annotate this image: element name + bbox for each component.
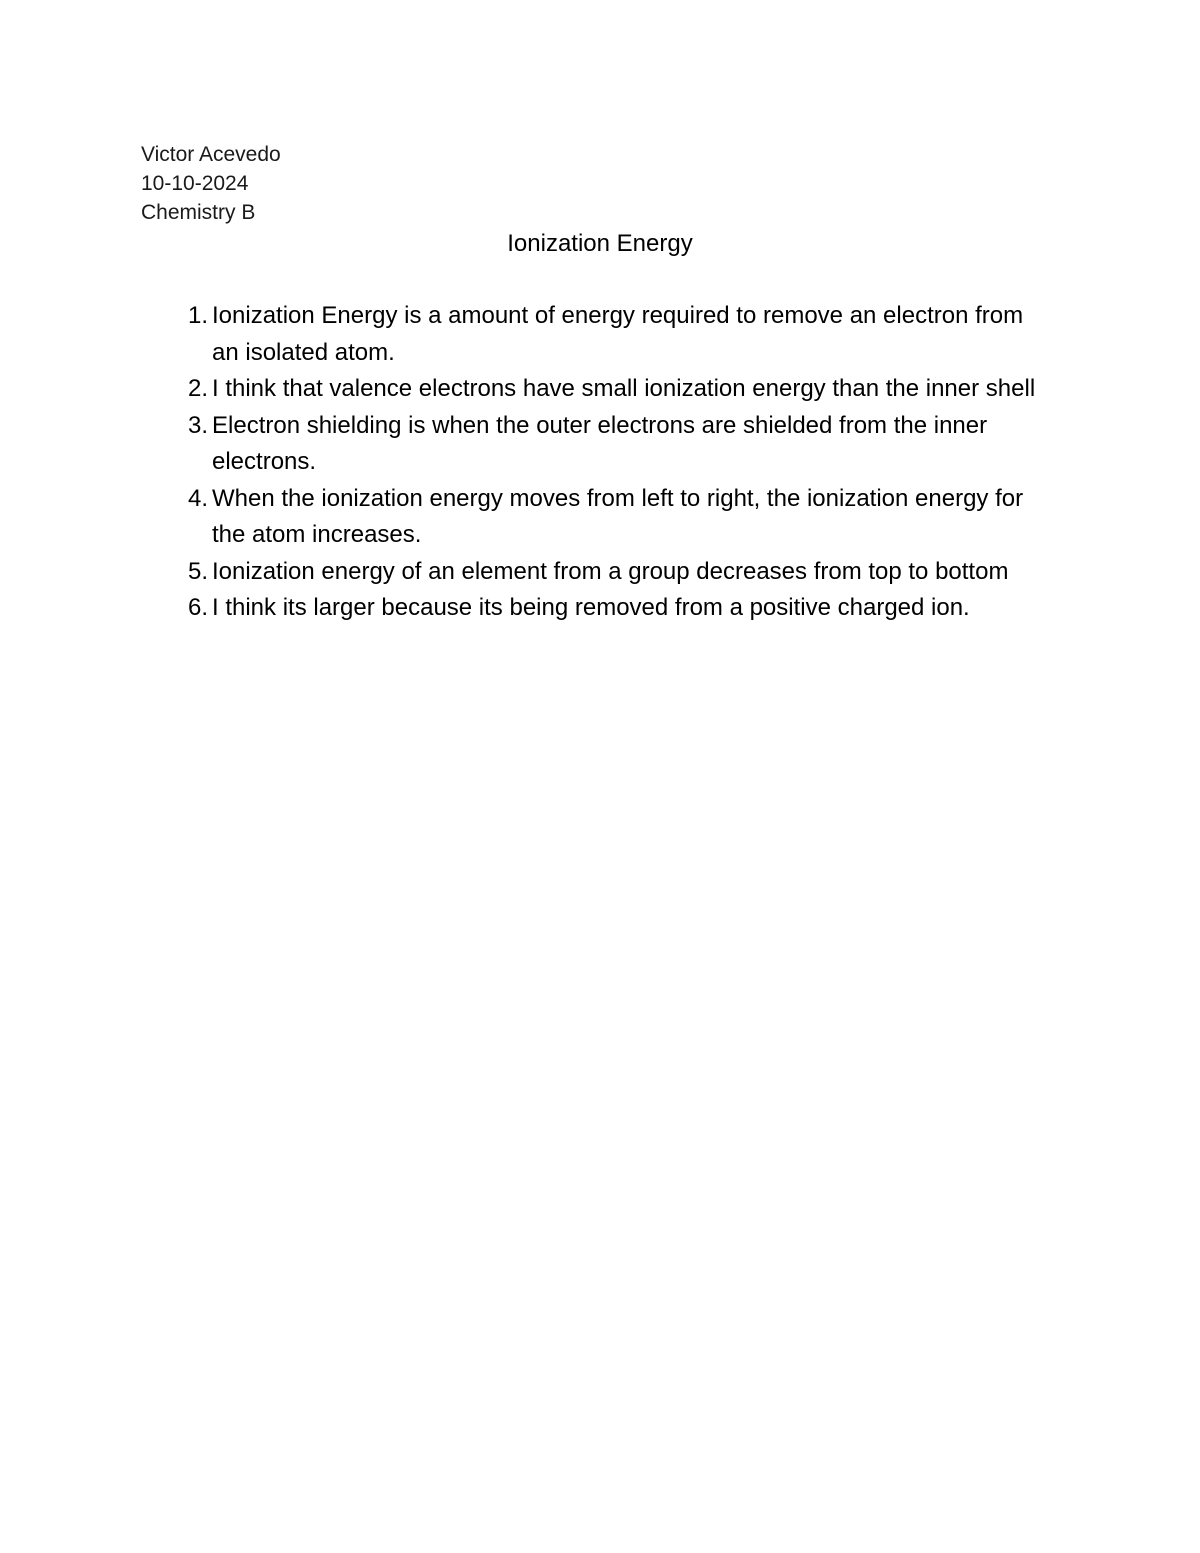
- answer-number: 2.: [187, 375, 208, 402]
- answer-number: 1.: [187, 302, 208, 329]
- course-name: Chemistry B: [141, 201, 256, 224]
- answer-text: Ionization energy of an element from a group decreases from top to bottom: [212, 557, 1009, 585]
- answer-item-5: [187, 554, 1052, 591]
- answer-text: I think that valence electrons have small ionization energy than the inner shell: [212, 375, 1036, 402]
- student-header: [141, 140, 281, 227]
- answer-text: I think its larger because its being removed from a positive charged ion.: [212, 594, 970, 621]
- answer-list: [187, 298, 1052, 627]
- answer-text: Ionization Energy is a amount of energy required to remove an electron from an isolated atom.: [212, 302, 1024, 366]
- answer-item-2: [187, 371, 1052, 408]
- student-name: Victor Acevedo: [141, 143, 281, 166]
- answer-number: 4.: [187, 484, 208, 512]
- answer-item-4: [187, 481, 1052, 554]
- answer-item-1: [187, 298, 1052, 371]
- assignment-date: 10-10-2024: [141, 172, 249, 195]
- document-title: Ionization Energy: [507, 230, 693, 257]
- answer-item-3: [187, 408, 1052, 481]
- answer-text: When the ionization energy moves from left to right, the ionization energy for the atom increases.: [212, 484, 1024, 548]
- answer-number: 6.: [187, 594, 208, 621]
- answer-number: 3.: [187, 411, 208, 439]
- answer-text: Electron shielding is when the outer electrons are shielded from the inner electrons.: [212, 411, 988, 475]
- answer-number: 5.: [187, 557, 208, 585]
- answer-item-6: [187, 590, 1052, 627]
